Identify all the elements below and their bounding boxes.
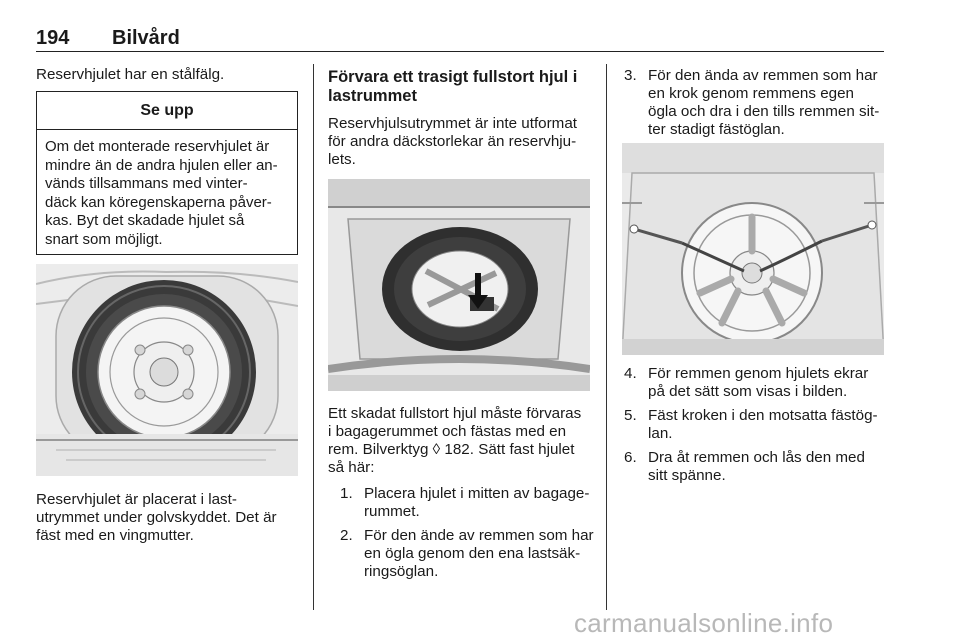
spare-wheel-illustration	[36, 264, 298, 476]
text-line: Reservhjulet är placerat i last-	[36, 491, 237, 508]
list-item	[340, 485, 600, 521]
text-line: i bagagerummet och fästas med en	[328, 423, 567, 440]
caution-title: Se upp	[37, 92, 297, 130]
text-line-ref	[328, 441, 581, 459]
strapped-wheel-photo	[622, 143, 884, 355]
section-heading	[328, 68, 598, 106]
text-line: lets.	[328, 151, 356, 168]
list-item	[624, 365, 886, 401]
steps-list-col3-top	[624, 67, 886, 145]
tire-well-illustration	[328, 179, 590, 391]
step-line: en krok genom remmens egen	[648, 85, 854, 102]
text-line: utrymmet under golvskyddet. Det är	[36, 509, 277, 526]
text-fragment: rem. Bilverktyg	[328, 441, 433, 458]
step-line: För den ände av remmen som har	[364, 527, 594, 544]
list-item	[340, 527, 600, 581]
caution-line: däck kan köregenskaperna påver-	[45, 193, 272, 211]
step-line: Dra åt remmen och lås den med	[648, 449, 865, 466]
watermark: carmanualsonline.info	[574, 608, 834, 638]
step-line: ter stadigt fästöglan.	[648, 121, 785, 138]
step-number: 2.	[340, 527, 353, 544]
column-divider-1	[313, 64, 314, 610]
para-wheel-well	[328, 115, 577, 169]
text-line: så här:	[328, 459, 375, 476]
caution-line: Om det monterade reservhjulet är	[45, 138, 270, 155]
caution-line: snart som möjligt.	[45, 230, 163, 248]
step-line: på det sätt som visas i bilden.	[648, 383, 848, 400]
step-line: För remmen genom hjulets ekrar	[648, 365, 869, 382]
list-item	[624, 67, 886, 139]
strapped-wheel-illustration	[622, 143, 884, 355]
list-item	[624, 449, 886, 485]
column-divider-2	[606, 64, 607, 610]
header-rule	[36, 51, 884, 52]
chapter-title: Bilvård	[112, 27, 180, 49]
step-line: Placera hjulet i mitten av bagage-	[364, 485, 590, 502]
step-line: rummet.	[364, 503, 420, 520]
step-number: 3.	[624, 67, 637, 84]
page-number: 194	[36, 27, 70, 49]
tire-well-photo	[328, 179, 590, 391]
page-ref-icon: ◊	[432, 441, 441, 458]
intro-text: Reservhjulet har en stålfälg.	[36, 66, 225, 83]
text-line: fäst med en vingmutter.	[36, 527, 194, 544]
step-number: 6.	[624, 449, 637, 466]
step-number: 5.	[624, 407, 637, 424]
list-item	[624, 407, 886, 443]
text-line: Reservhjulsutrymmet är inte utformat	[328, 115, 577, 132]
step-line: Fäst kroken i den motsatta fästög-	[648, 407, 878, 424]
step-line: sitt spänne.	[648, 467, 726, 484]
step-line: lan.	[648, 425, 673, 442]
caution-line: vänds tillsammans med vinter-	[45, 175, 248, 192]
step-line: För den ända av remmen som har	[648, 67, 878, 84]
text-line: för andra däckstorlekar än reservhju-	[328, 133, 577, 150]
text-fragment: Sätt fast hjulet	[478, 441, 575, 458]
heading-line: Förvara ett trasigt fullstort hjul i	[328, 68, 578, 86]
step-line: ringsöglan.	[364, 563, 439, 580]
spare-wheel-location-text	[36, 491, 277, 545]
step-number: 1.	[340, 485, 353, 502]
caution-line: kas. Byt det skadade hjulet så	[45, 212, 245, 229]
caution-box	[36, 91, 298, 255]
page-ref-link[interactable]: 182.	[444, 441, 474, 458]
step-number: 4.	[624, 365, 637, 382]
spare-wheel-photo	[36, 264, 298, 476]
page-header	[36, 27, 884, 51]
steps-list-col2	[340, 485, 600, 587]
heading-line: lastrummet	[328, 87, 417, 105]
caution-line: mindre än de andra hjulen eller an-	[45, 156, 278, 174]
step-line: en ögla genom den ena lastsäk-	[364, 545, 581, 562]
caution-body	[37, 130, 297, 257]
para-damaged-wheel	[328, 405, 581, 477]
step-line: ögla och dra i den tills remmen sit-	[648, 103, 880, 120]
text-line: Ett skadat fullstort hjul måste förvaras	[328, 405, 582, 422]
steps-list-col3-bottom	[624, 365, 886, 491]
